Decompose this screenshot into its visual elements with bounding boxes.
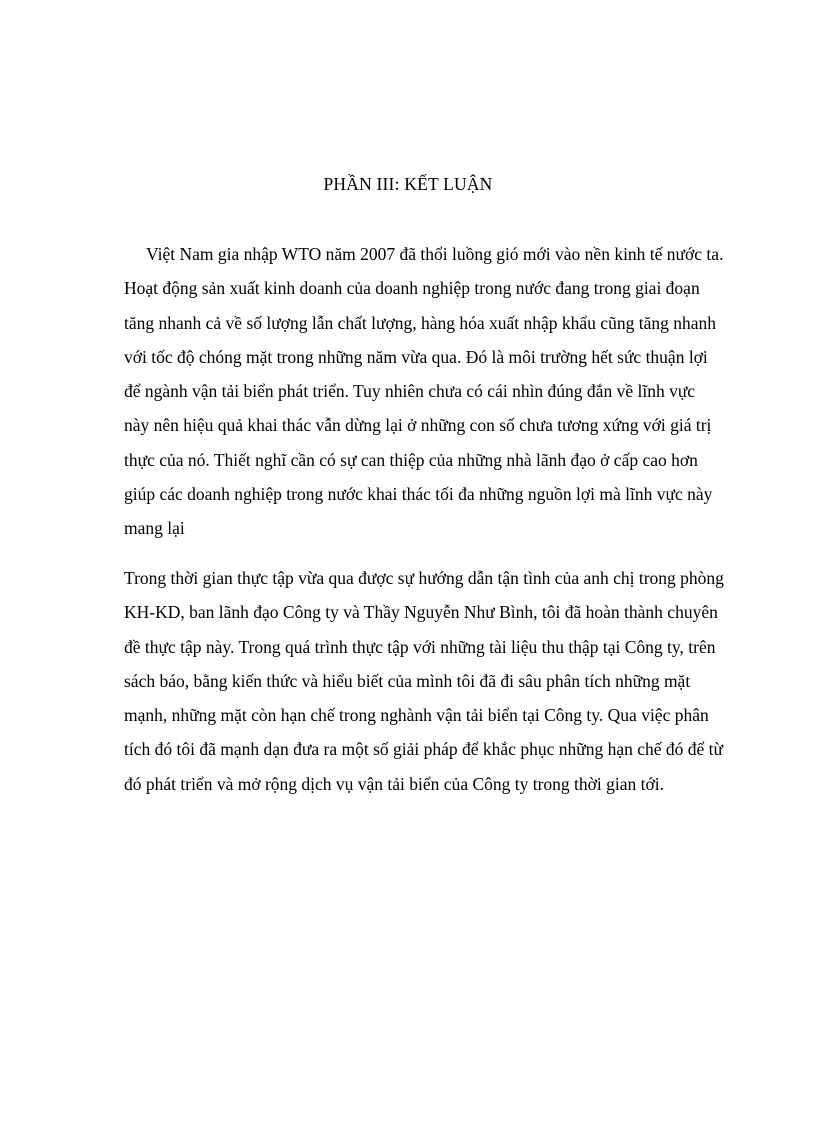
conclusion-paragraph-2: Trong thời gian thực tập vừa qua được sự hướng dẫn tận tình của anh chị trong phòng KH-KD, ban lãnh đạo Công ty và Thầy Nguyễn Như Bình, tôi đã hoàn thành chuyên đề thực tập này. Trong quá trình thực tập với những tài liệu thu thập tại Công ty, trên sách báo, bằng kiến thức và hiểu biết của mình tôi đã đi sâu phân tích những mặt mạnh, những mặt còn hạn chế trong nghành vận tải biển tại Công ty. Qua việc phân tích đó tôi đã mạnh dạn đưa ra một số giải pháp để khắc phục những hạn chế đó để từ đó phát triển và mở rộng dịch vụ vận tải biển của Công ty trong thời gian tới. (124, 568, 724, 794)
section-title: PHẦN III: KẾT LUẬN (323, 174, 493, 194)
conclusion-paragraph-1: Việt Nam gia nhập WTO năm 2007 đã thổi luồng gió mới vào nền kinh tế nước ta. Hoạt động sản xuất kinh doanh của doanh nghiệp trong nước đang trong giai đoạn tăng nhanh cả về số lượng lẫn chất lượng, hàng hóa xuất nhập khẩu cũng tăng nhanh với tốc độ chóng mặt trong những năm vừa qua. Đó là môi trường hết sức thuận lợi để ngành vận tải biển phát triển. Tuy nhiên chưa có cái nhìn đúng đắn về lĩnh vực này nên hiệu quả khai thác vẫn dừng lại ở những con số chưa tương xứng với giá trị thực của nó. Thiết nghĩ cần có sự can thiệp của những nhà lãnh đạo ở cấp cao hơn giúp các doanh nghiệp trong nước khai thác tối đa những nguồn lợi mà lĩnh vực này mang lại (124, 244, 724, 539)
